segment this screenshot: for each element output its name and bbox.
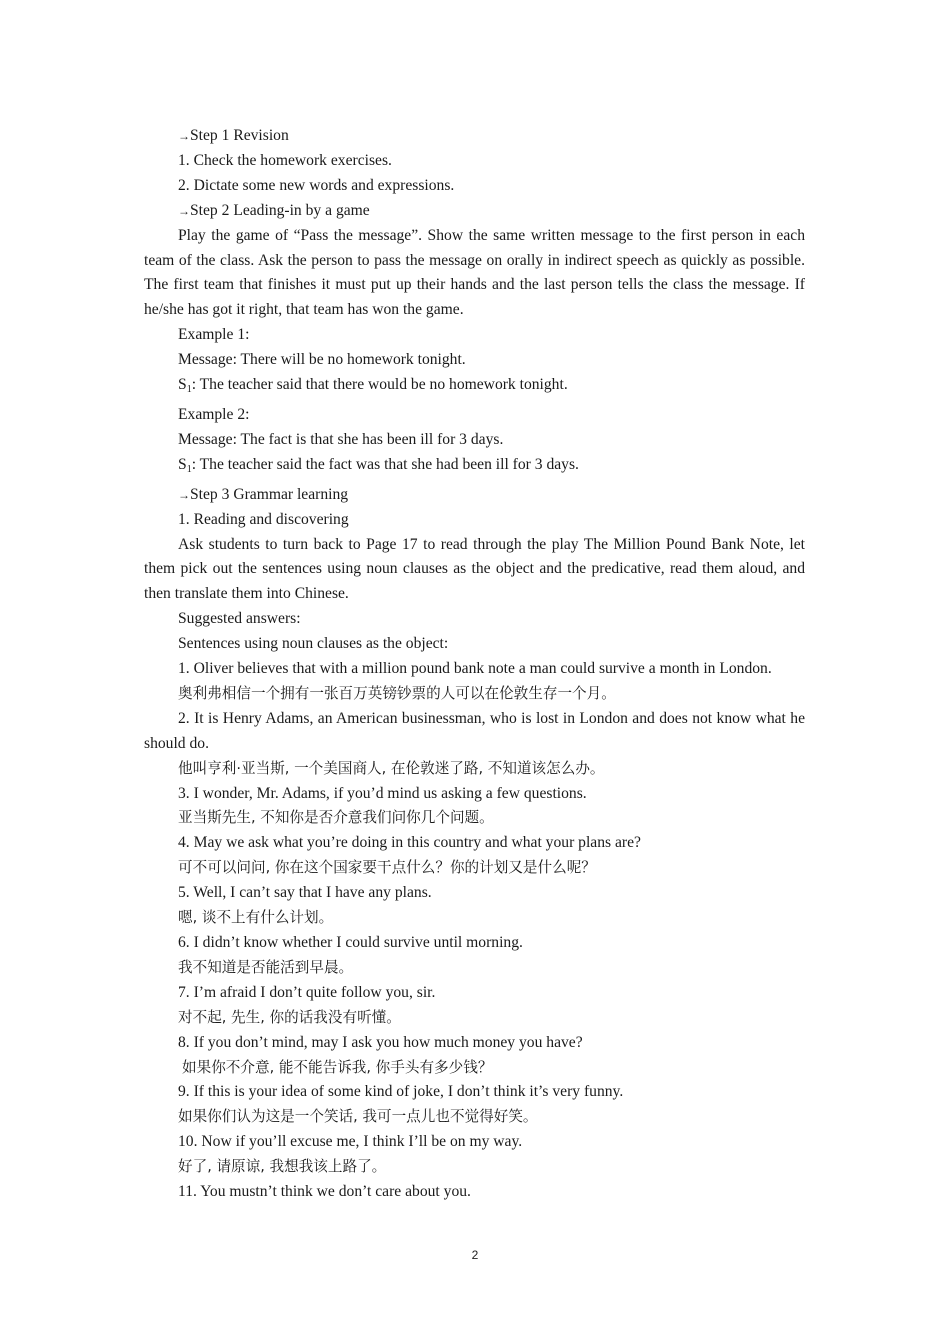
sentence-8-zh: 如果你不介意, 能不能告诉我, 你手头有多少钱？ (182, 1058, 493, 1076)
sentence-5-en: 5. Well, I can’t say that I have any plans. (178, 884, 432, 902)
grammar-subheading: 1. Reading and discovering (178, 510, 349, 528)
grammar-paragraph: Ask students to turn back to Page 17 to read through the play The Million Pound Bank Note, let them pick out the sentences using noun clauses as the object and the predicative, read them aloud, and then translate them into Chinese. (144, 535, 805, 603)
sentence-6-en: 6. I didn’t know whether I could survive until morning. (178, 934, 523, 951)
page-content (144, 124, 805, 1205)
student-label: S (178, 455, 187, 473)
sentence-10-zh: 好了, 请原谅, 我想我该上路了。 (178, 1158, 387, 1176)
step-1-title: Step 1 Revision (190, 127, 289, 144)
right-arrow-icon: → (178, 487, 190, 502)
revision-item-1: 1. Check the homework exercises. (178, 151, 392, 169)
right-arrow-icon: → (178, 203, 190, 218)
sentence-7-zh: 对不起, 先生, 你的话我没有听懂。 (178, 1008, 401, 1026)
sentence-4-en: 4. May we ask what you’re doing in this country and what your plans are? (178, 834, 641, 852)
object-clauses-heading: Sentences using noun clauses as the object: (178, 635, 449, 653)
game-paragraph: Play the game of “Pass the message”. Show the same written message to the first person in each team of the class. Ask the person to pass the message on orally in indirect speech as quickly as possible. The first team that finishes it must put up their hands and the last person tells the class the message. If he/she has got it right, that team has won the game. (144, 226, 805, 319)
sentence-2-en: 2. It is Henry Adams, an American businessman, who is lost in London and does not know what he should do. (144, 709, 805, 752)
example-2-response (144, 453, 805, 483)
sentence-11-en: 11. You mustn’t think we don’t care about you. (178, 1183, 471, 1201)
example-1-response-text: : The teacher said that there would be no homework tonight. (191, 376, 568, 394)
student-subscript: 1 (186, 384, 192, 396)
suggested-answers-label: Suggested answers: (178, 610, 301, 628)
sentence-6-zh: 我不知道是否能活到早晨。 (178, 958, 354, 976)
sentence-10-en: 10. Now if you’ll excuse me, I think I’ll be on my way. (178, 1133, 523, 1151)
sentence-2-zh: 他叫亨利·亚当斯, 一个美国商人, 在伦敦迷了路, 不知道该怎么办。 (178, 759, 605, 777)
sentence-9-zh: 如果你们认为这是一个笑话, 我可一点儿也不觉得好笑。 (178, 1108, 538, 1126)
sentence-4-zh: 可不可以问问, 你在这个国家要干点什么？你的计划又是什么呢？ (178, 859, 596, 877)
sentence-7-en: 7. I’m afraid I don’t quite follow you, sir. (178, 983, 436, 1001)
step-heading-3 (144, 483, 805, 508)
step-heading-1 (144, 124, 805, 149)
example-2-label: Example 2: (178, 405, 250, 423)
step-3-title: Step 3 Grammar learning (190, 485, 349, 503)
example-1-label: Example 1: (178, 326, 250, 344)
example-1-response (144, 373, 805, 403)
example-2-response-text: : The teacher said the fact was that she had been ill for 3 days. (191, 455, 579, 473)
sentence-9-en: 9. If this is your idea of some kind of joke, I don’t think it’s very funny. (178, 1083, 624, 1101)
step-heading-2 (144, 199, 805, 224)
sentence-3-en: 3. I wonder, Mr. Adams, if you’d mind us asking a few questions. (178, 784, 587, 802)
step-2-title: Step 2 Leading-in by a game (190, 201, 370, 219)
example-2-message: Message: The fact is that she has been ill for 3 days. (178, 430, 504, 448)
student-subscript: 1 (186, 463, 192, 475)
example-1-message: Message: There will be no homework tonight. (178, 351, 466, 369)
page-number: 2 (471, 1248, 479, 1262)
student-label: S (178, 376, 187, 394)
sentence-3-zh: 亚当斯先生, 不知你是否介意我们问你几个问题。 (178, 809, 494, 827)
sentence-8-en: 8. If you don’t mind, may I ask you how much money you have? (178, 1033, 583, 1051)
sentence-1-en: 1. Oliver believes that with a million pound bank note a man could survive a month in London. (178, 660, 772, 678)
sentence-5-zh: 嗯, 谈不上有什么计划。 (178, 909, 334, 927)
revision-item-2: 2. Dictate some new words and expressions. (178, 176, 455, 194)
right-arrow-icon: → (178, 129, 190, 143)
sentence-1-zh: 奥利弗相信一个拥有一张百万英镑钞票的人可以在伦敦生存一个月。 (178, 684, 616, 702)
